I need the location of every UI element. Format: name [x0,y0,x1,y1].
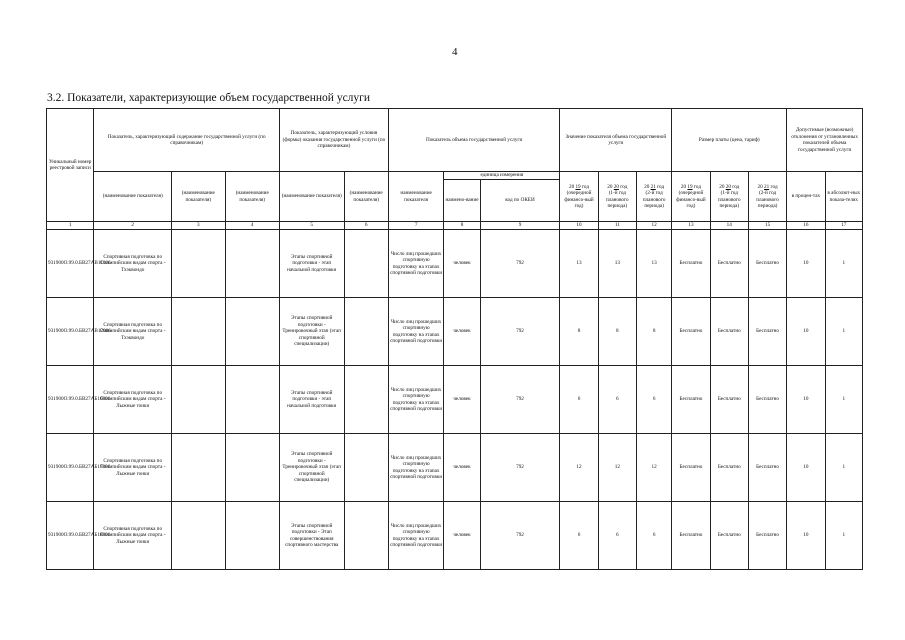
column-number: 15 [748,222,786,230]
table-row [47,230,863,298]
fee-first: Бесплатно [710,230,748,298]
value-second: 8 [636,298,671,366]
okei-code: 792 [480,434,560,502]
deviation-percent: 10 [787,366,825,434]
okei-code: 792 [480,298,560,366]
content-indicator: Спортивная подготовка по Олимпийским видам спорта - Тхэквондо [94,230,172,298]
empty-cell [225,366,279,434]
volume-indicator-name: Число лиц прошедших спортивную подготовку на этапах спортивной подготовки [388,298,443,366]
fee-current: Бесплатно [672,366,710,434]
empty-cell [172,434,225,502]
fee-second: Бесплатно [748,230,786,298]
fee-current: Бесплатно [672,502,710,570]
header-condition-name-1: (наименование показателя) [279,172,344,222]
registry-number: 931900О.99.0.БВ27АБ18006 [47,502,94,570]
content-indicator: Спортивная подготовка по Олимпийским видам спорта - Лыжные гонки [94,434,172,502]
value-current: 12 [560,434,598,502]
value-current: 6 [560,366,598,434]
value-second: 6 [636,366,671,434]
empty-cell [344,366,388,434]
okei-code: 792 [480,502,560,570]
volume-indicator-name: Число лиц прошедших спортивную подготовку на этапах спортивной подготовки [388,502,443,570]
empty-cell [172,502,225,570]
fee-current: Бесплатно [672,298,710,366]
fee-second: Бесплатно [748,434,786,502]
empty-cell [225,230,279,298]
fee-second: Бесплатно [748,366,786,434]
condition-stage: Этапы спортивной подготовки - этап начальной подготовки [279,230,344,298]
value-current: 8 [560,298,598,366]
deviation-percent: 10 [787,230,825,298]
header-fee: Размер платы (цена, тариф) [672,109,787,172]
empty-cell [344,298,388,366]
column-number: 3 [172,222,225,230]
table-row [47,502,863,570]
unit-name: человек [444,230,480,298]
value-second: 13 [636,230,671,298]
header-fee-year-second: 20 21 год (2-й год планового периода) [748,172,786,222]
header-volume-indicator: Показатель объема государственной услуги [388,109,559,172]
deviation-percent: 10 [787,298,825,366]
value-second: 12 [636,434,671,502]
empty-cell [344,502,388,570]
deviation-absolute: 1 [825,298,862,366]
deviation-absolute: 1 [825,502,862,570]
column-number: 16 [787,222,825,230]
empty-cell [172,366,225,434]
header-year-first: 20 20 год (1-й год планового периода) [598,172,636,222]
empty-cell [225,502,279,570]
header-content-name-1: (наименование показателя) [94,172,172,222]
value-first: 13 [598,230,636,298]
table-row [47,434,863,502]
registry-number: 931900О.99.0.БВ27АБ16006 [47,366,94,434]
registry-number: 931900О.99.0.БВ27АВ11006 [47,230,94,298]
column-number: 13 [672,222,710,230]
header-registry-number: Уникальный номер реестровой записи [47,109,94,222]
value-first: 6 [598,502,636,570]
fee-first: Бесплатно [710,298,748,366]
value-current: 6 [560,502,598,570]
deviation-percent: 10 [787,502,825,570]
header-unit-name: наимено-вание [444,180,480,222]
value-first: 6 [598,366,636,434]
condition-stage: Этапы спортивной подготовки - Тренировочный этап (этап спортивной специализации) [279,434,344,502]
column-number: 10 [560,222,598,230]
condition-stage: Этапы спортивной подготовки - этап начальной подготовки [279,366,344,434]
section-title: 3.2. Показатели, характеризующие объем государственной услуги [47,92,371,104]
empty-cell [225,298,279,366]
volume-indicator-name: Число лиц прошедших спортивную подготовку на этапах спортивной подготовки [388,366,443,434]
empty-cell [225,434,279,502]
header-content-name-2: (наименование показателя) [172,172,225,222]
column-number: 1 [47,222,94,230]
deviation-absolute: 1 [825,434,862,502]
column-number: 5 [279,222,344,230]
unit-name: человек [444,434,480,502]
volume-indicators-table [46,108,863,570]
empty-cell [344,230,388,298]
fee-first: Бесплатно [710,434,748,502]
okei-code: 792 [480,366,560,434]
value-first: 8 [598,298,636,366]
column-number: 2 [94,222,172,230]
column-number: 11 [598,222,636,230]
header-content-name-3: (наименование показателя) [225,172,279,222]
content-indicator: Спортивная подготовка по Олимпийским видам спорта - Лыжные гонки [94,366,172,434]
condition-stage: Этапы спортивной подготовки - Этап совершенствования спортивного мастерства [279,502,344,570]
empty-cell [172,230,225,298]
value-current: 13 [560,230,598,298]
header-fee-year-first: 20 20 год (1-й год планового периода) [710,172,748,222]
content-indicator: Спортивная подготовка по Олимпийским видам спорта - Лыжные гонки [94,502,172,570]
table-row [47,298,863,366]
column-number: 7 [388,222,443,230]
condition-stage: Этапы спортивной подготовки - Тренировочный этап (этап спортивной специализации) [279,298,344,366]
registry-number: 931900О.99.0.БВ27АВ12006 [47,298,94,366]
content-indicator: Спортивная подготовка по Олимпийским видам спорта - Тхэквондо [94,298,172,366]
empty-cell [172,298,225,366]
header-year-second: 20 21 год (2-й год планового периода) [636,172,671,222]
column-number: 6 [344,222,388,230]
fee-second: Бесплатно [748,502,786,570]
empty-cell [344,434,388,502]
header-volume-name: наименование показателя [388,172,443,222]
column-number: 9 [480,222,560,230]
unit-name: человек [444,502,480,570]
volume-indicator-name: Число лиц прошедших спортивную подготовку на этапах спортивной подготовки [388,434,443,502]
column-number: 14 [710,222,748,230]
column-number: 12 [636,222,671,230]
table-row [47,366,863,434]
value-second: 6 [636,502,671,570]
page-number: 4 [452,46,458,58]
unit-name: человек [444,298,480,366]
header-fee-year-current: 20 19 год (очередной финансо-вый год) [672,172,710,222]
volume-indicator-name: Число лиц прошедших спортивную подготовку на этапах спортивной подготовки [388,230,443,298]
value-first: 12 [598,434,636,502]
header-volume-value: Значение показателя объема государственной услуги [560,109,672,172]
header-content-indicator: Показатель, характеризующий содержание государственной услуги (по справочникам) [94,109,280,172]
fee-first: Бесплатно [710,502,748,570]
column-number: 4 [225,222,279,230]
column-numbers-row [47,222,863,230]
header-unit: единица измерения [444,172,560,180]
header-year-current: 20 19 год (очередной финансо-вый год) [560,172,598,222]
okei-code: 792 [480,230,560,298]
deviation-absolute: 1 [825,230,862,298]
fee-current: Бесплатно [672,434,710,502]
deviation-percent: 10 [787,434,825,502]
fee-first: Бесплатно [710,366,748,434]
header-in-percent: в процен-тах [787,172,825,222]
header-in-absolute: в абсолют-ных показа-телях [825,172,862,222]
registry-number: 931900О.99.0.БВ27АБ17006 [47,434,94,502]
fee-current: Бесплатно [672,230,710,298]
deviation-absolute: 1 [825,366,862,434]
header-okei-code: код по ОКЕИ [480,180,560,222]
fee-second: Бесплатно [748,298,786,366]
column-number: 8 [444,222,480,230]
unit-name: человек [444,366,480,434]
header-condition-name-2: (наименование показателя) [344,172,388,222]
header-deviation: Допустимые (возможные) отклонения от установленных показателей объема государственной услуги [787,109,863,172]
column-number: 17 [825,222,862,230]
header-conditions-indicator: Показатель, характеризующий условия (формы) оказания государственной услуги (по справочникам) [279,109,388,172]
